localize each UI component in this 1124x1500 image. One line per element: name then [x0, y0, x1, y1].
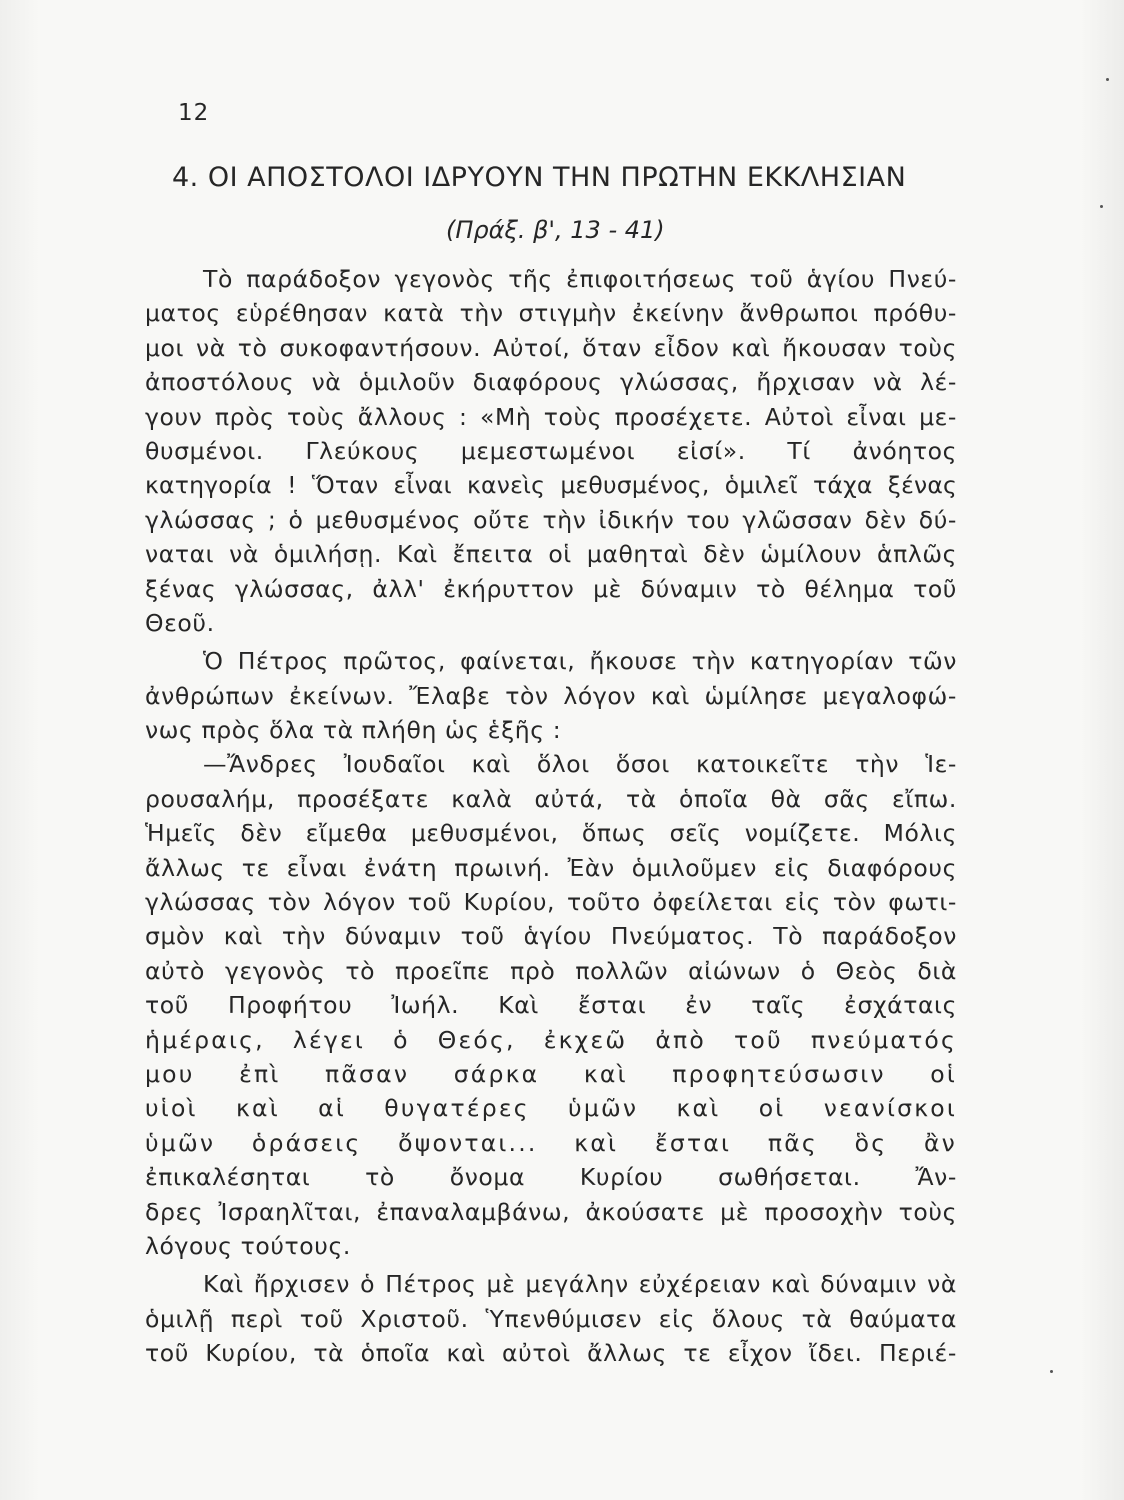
chapter-title: 4. ΟΙ ΑΠΟΣΤΟΛΟΙ ΙΔΡΥΟΥΝ ΤΗΝ ΠΡΩΤΗΝ ΕΚΚΛΗΣΙΑΝ: [172, 162, 907, 193]
text-line: ἡμέραις, λέγει ὁ Θεός, ἐκχεῶ ἀπὸ τοῦ πνεύματός: [145, 1025, 957, 1054]
text-line: νως πρὸς ὅλα τὰ πλήθη ὡς ἑξῆς :: [145, 716, 562, 745]
scan-speck: [1106, 78, 1109, 81]
text-line: ἐπικαλέσηται τὸ ὄνομα Κυρίου σωθήσεται. Ἄν-: [145, 1163, 957, 1192]
text-line: ὁμιλῇ περὶ τοῦ Χριστοῦ. Ὑπενθύμισεν εἰς ὅλους τὰ θαύματα: [145, 1304, 957, 1333]
text-line: λόγους τούτους.: [145, 1231, 351, 1260]
text-line: ματος εὑρέθησαν κατὰ τὴν στιγμὴν ἐκείνην ἄνθρωποι πρόθυ-: [145, 299, 957, 328]
text-line: ξένας γλώσσας, ἀλλ' ἐκήρυττον μὲ δύναμιν τὸ θέλημα τοῦ: [145, 574, 957, 603]
text-line: υἱοὶ καὶ αἱ θυγατέρες ὑμῶν καὶ οἱ νεανίσκοι: [145, 1094, 957, 1123]
scan-speck: [1100, 205, 1103, 208]
scan-speck: [1050, 1370, 1053, 1373]
text-line: ναται νὰ ὁμιλήσῃ. Καὶ ἔπειτα οἱ μαθηταὶ δὲν ὡμίλουν ἁπλῶς: [145, 540, 957, 569]
text-line: γουν πρὸς τοὺς ἄλλους : «Μὴ τοὺς προσέχετε. Αὐτοὶ εἶναι με-: [145, 402, 957, 431]
text-line: δρες Ἰσραηλῖται, ἐπαναλαμβάνω, ἀκούσατε μὲ προσοχὴν τοὺς: [145, 1197, 957, 1226]
text-line: τοῦ Κυρίου, τὰ ὁποῖα καὶ αὐτοὶ ἄλλως τε εἶχον ἴδει. Περιέ-: [145, 1339, 957, 1368]
text-line: ὑμῶν ὁράσεις ὄψονται... καὶ ἔσται πᾶς ὃς ἂν: [145, 1128, 957, 1157]
text-line: —Ἄνδρες Ἰουδαῖοι καὶ ὅλοι ὅσοι κατοικεῖτε τὴν Ἱε-: [203, 750, 957, 779]
text-line: ἀποστόλους νὰ ὁμιλοῦν διαφόρους γλώσσας, ἤρχισαν νὰ λέ-: [145, 368, 957, 397]
page-number: 12: [178, 100, 210, 126]
text-line: τοῦ Προφήτου Ἰωήλ. Καὶ ἔσται ἐν ταῖς ἐσχάταις: [145, 991, 957, 1020]
text-line: μοι νὰ τὸ συκοφαντήσουν. Αὐτοί, ὅταν εἶδον καὶ ἤκουσαν τοὺς: [145, 333, 957, 362]
text-line: ἄλλως τε εἶναι ἐνάτη πρωινή. Ἐὰν ὁμιλοῦμεν εἰς διαφόρους: [145, 853, 957, 882]
text-line: Ὁ Πέτρος πρῶτος, φαίνεται, ἤκουσε τὴν κατηγορίαν τῶν: [203, 647, 957, 676]
chapter-reference: (Πράξ. β', 13 - 41): [446, 216, 665, 244]
text-line: Τὸ παράδοξον γεγονὸς τῆς ἐπιφοιτήσεως τοῦ ἁγίου Πνεύ-: [203, 265, 957, 293]
text-line: αὐτὸ γεγονὸς τὸ προεῖπε πρὸ πολλῶν αἰώνων ὁ Θεὸς διὰ: [145, 956, 957, 985]
text-line: γλώσσας ; ὁ μεθυσμένος οὔτε τὴν ἰδικήν του γλῶσσαν δὲν δύ-: [145, 505, 957, 534]
text-line: σμὸν καὶ τὴν δύναμιν τοῦ ἁγίου Πνεύματος. Τὸ παράδοξον: [145, 922, 957, 951]
text-line: Ἡμεῖς δὲν εἴμεθα μεθυσμένοι, ὅπως σεῖς νομίζετε. Μόλις: [145, 819, 957, 848]
text-line: Θεοῦ.: [145, 608, 215, 637]
text-line: κατηγορία ! Ὅταν εἶναι κανεὶς μεθυσμένος, ὁμιλεῖ τάχα ξένας: [145, 471, 957, 500]
body-text: [145, 262, 957, 1371]
text-line: μου ἐπὶ πᾶσαν σάρκα καὶ προφητεύσωσιν οἱ: [145, 1059, 957, 1088]
text-line: ρουσαλήμ, προσέξατε καλὰ αὐτά, τὰ ὁποῖα θὰ σᾶς εἴπω.: [145, 784, 957, 813]
text-line: ἀνθρώπων ἐκείνων. Ἔλαβε τὸν λόγον καὶ ὡμίλησε μεγαλοφώ-: [145, 681, 957, 710]
text-line: θυσμένοι. Γλεύκους μεμεστωμένοι εἰσί». Τί ἀνόητος: [145, 436, 957, 465]
text-line: Καὶ ἤρχισεν ὁ Πέτρος μὲ μεγάλην εὐχέρειαν καὶ δύναμιν νὰ: [203, 1270, 957, 1299]
text-line: γλώσσας τὸν λόγον τοῦ Κυρίου, τοῦτο ὀφείλεται εἰς τὸν φωτι-: [145, 888, 957, 917]
